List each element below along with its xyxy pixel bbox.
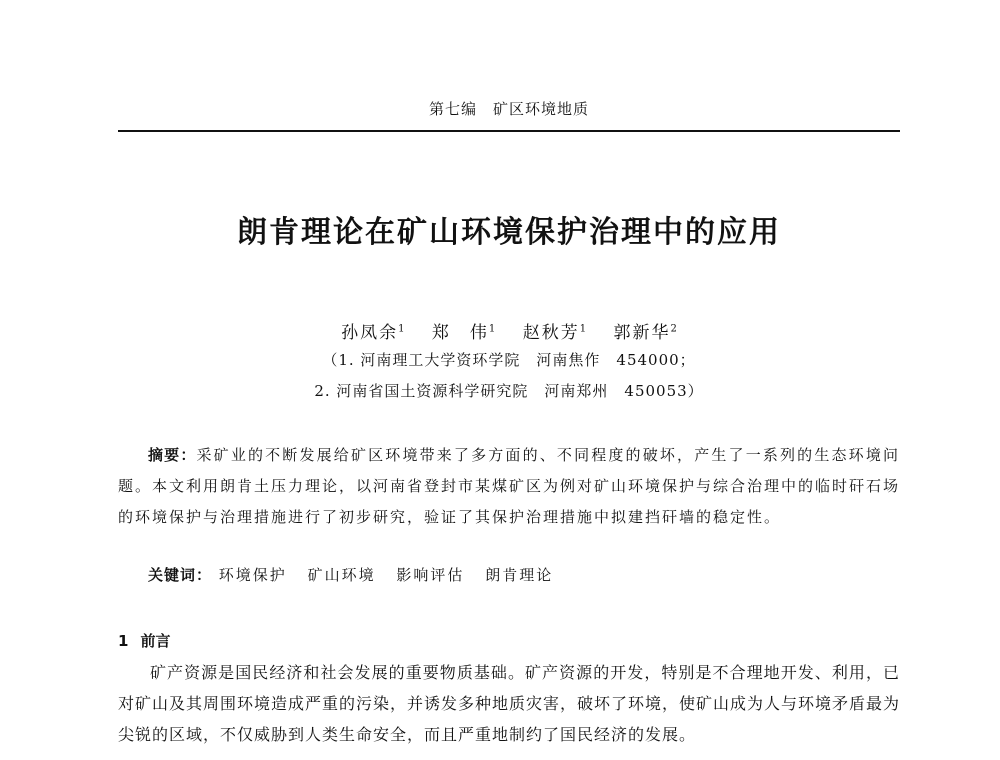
author-affiliation-mark: 2 [670, 323, 677, 335]
keyword: 环境保护 [218, 566, 287, 584]
author-name: 郭新华 [613, 323, 671, 343]
abstract-label: 摘要： [148, 446, 197, 464]
affiliation-line: （1. 河南理工大学资环学院 河南焦作 454000； [322, 351, 696, 369]
author [523, 323, 586, 343]
author-affiliation-mark: 1 [488, 323, 496, 335]
section-title: 前言 [140, 632, 171, 650]
affiliation-line: 2. 河南省国土资源科学研究院 河南郑州 450053） [314, 382, 704, 400]
running-header: 第七编 矿区环境地质 [428, 100, 589, 118]
section-heading [118, 630, 170, 651]
abstract-text: 采矿业的不断发展给矿区环境带来了多方面的、不同程度的破坏，产生了一系列的生态环境问题。本文利用朗肯土压力理论，以河南省登封市某煤矿区为例对矿山环境保护与综合治理中的临时矸石场的环境保护与治理措施进行了初步研究，验证了其保护治理措施中拟建挡矸墙的稳定性。 [118, 446, 901, 526]
keyword: 影响评估 [396, 566, 465, 584]
author [432, 323, 495, 343]
author-name: 孙凤余 [341, 323, 399, 343]
section-number: 1 [118, 632, 129, 650]
author-name: 赵秋芳 [522, 323, 580, 343]
keywords [118, 564, 900, 585]
author-affiliation-mark: 1 [398, 323, 405, 335]
author-affiliation-mark: 1 [579, 323, 587, 335]
header-divider [118, 130, 900, 132]
keywords-label: 关键词： [148, 566, 213, 584]
keyword: 朗肯理论 [485, 566, 554, 584]
author [613, 323, 676, 343]
keyword: 矿山环境 [307, 566, 376, 584]
author-name: 郑 伟 [431, 323, 489, 343]
paper-title: 朗肯理论在矿山环境保护治理中的应用 [237, 215, 781, 250]
abstract [118, 440, 900, 533]
author [341, 323, 404, 343]
author-list [118, 318, 900, 343]
section-body-text: 矿产资源是国民经济和社会发展的重要物质基础。矿产资源的开发，特别是不合理地开发、利用，已对矿山及其周围环境造成严重的污染，并诱发多种地质灾害，破坏了环境，使矿山成为人与环境矛盾最为尖锐的区域，不仅威胁到人类生命安全，而且严重地制约了国民经济的发展。 [118, 663, 901, 744]
